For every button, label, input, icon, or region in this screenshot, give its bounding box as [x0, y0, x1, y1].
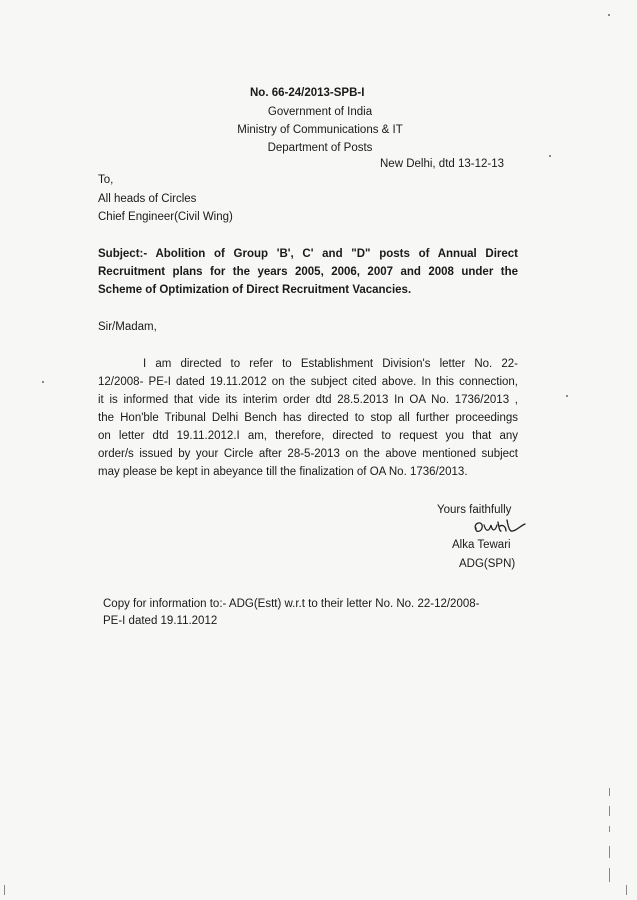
scan-edge-mark [609, 826, 610, 832]
copy-line-1: Copy for information to:- ADG(Estt) w.r.t to their letter No. No. 22-12/2008- [103, 598, 480, 610]
recipient-line-2: Chief Engineer(Civil Wing) [98, 211, 233, 223]
copy-line-2: PE-I dated 19.11.2012 [103, 615, 218, 627]
scan-edge-mark [609, 806, 610, 816]
body-line-1: I am directed to refer to Establishment Division's letter No. 22- [143, 358, 518, 370]
salutation: Sir/Madam, [98, 321, 157, 333]
body-line-6: order/s issued by your Circle after 28-5-2013 on the above mentioned subject [98, 448, 518, 460]
letter-number: No. 66-24/2013-SPB-I [250, 87, 365, 99]
scan-speck [42, 381, 44, 383]
ministry-line: Ministry of Communications & IT [237, 124, 403, 136]
department-line: Department of Posts [267, 142, 373, 154]
body-line-3: it is informed that vide its interim order dtd 28.5.2013 In OA No. 1736/2013 , [98, 394, 518, 406]
scan-speck [608, 14, 610, 16]
scan-edge-mark [609, 868, 610, 882]
scan-speck [549, 155, 551, 157]
yours-faithfully: Yours faithfully [437, 504, 512, 516]
scan-edge-mark [609, 846, 610, 858]
to-label: To, [98, 174, 114, 186]
government-line: Government of India [267, 106, 373, 118]
signatory-designation: ADG(SPN) [459, 558, 516, 570]
scan-edge-mark [4, 885, 5, 895]
subject-line-2: Recruitment plans for the years 2005, 2006, 2007 and 2008 under the [98, 266, 518, 278]
body-line-4: the Hon'ble Tribunal Delhi Bench has directed to stop all further proceedings [98, 412, 518, 424]
body-line-5: on letter dtd 19.11.2012.I am, therefore, directed to request you that any [98, 430, 518, 442]
scan-edge-mark [626, 885, 627, 895]
body-line-2: 12/2008- PE-I dated 19.11.2012 on the subject cited above. In this connection, [98, 376, 518, 388]
signatory-name: Alka Tewari [452, 539, 511, 551]
signature-image [470, 516, 530, 538]
scan-edge-mark [609, 788, 610, 796]
subject-line-3: Scheme of Optimization of Direct Recruitment Vacancies. [98, 284, 412, 296]
recipient-line-1: All heads of Circles [98, 193, 197, 205]
place-date: New Delhi, dtd 13-12-13 [380, 158, 505, 170]
subject-line-1: Subject:- Abolition of Group 'B', C' and "D" posts of Annual Direct [98, 248, 518, 260]
body-line-7: may please be kept in abeyance till the finalization of OA No. 1736/2013. [98, 466, 468, 478]
scan-speck [566, 395, 568, 397]
